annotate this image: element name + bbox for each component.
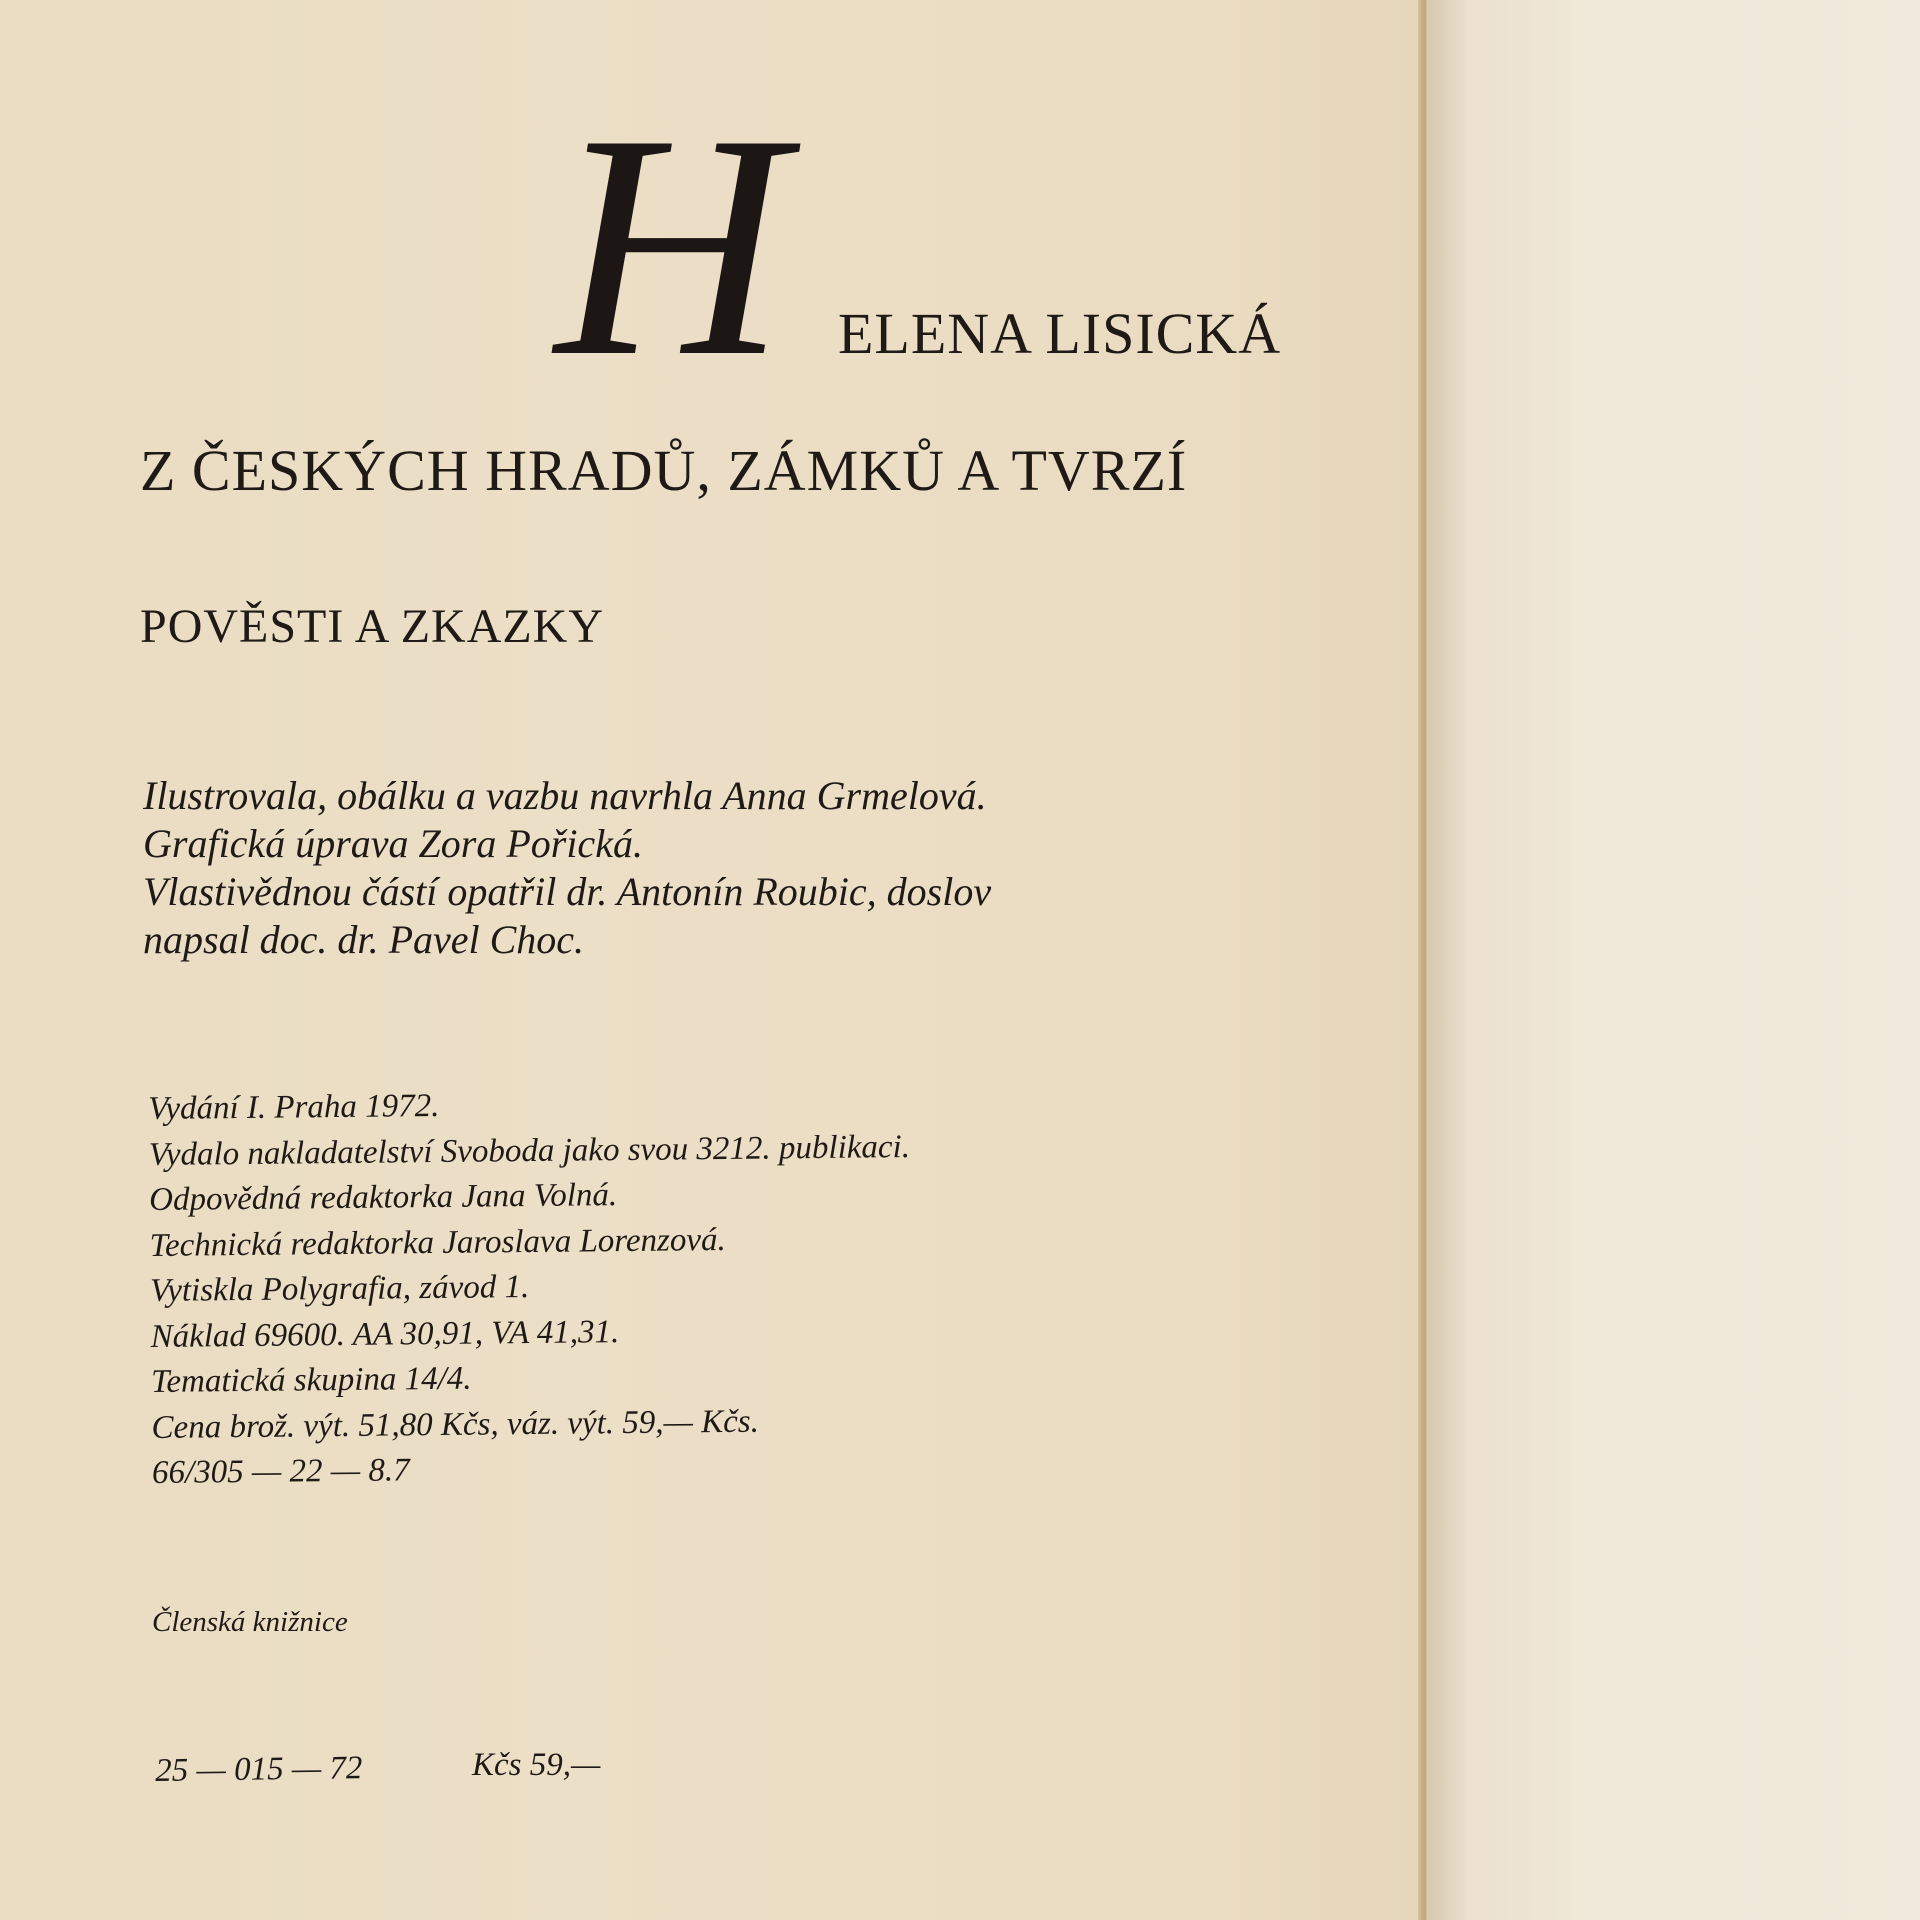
catalog-code: 25 — 015 — 72 [154, 1750, 363, 1789]
credit-line: napsal doc. dr. Pavel Choc. [143, 917, 585, 962]
book-title: Z ČESKÝCH HRADŮ, ZÁMKŮ A TVRZÍ [140, 438, 1188, 503]
credit-line: Grafická úprava Zora Pořická. [143, 821, 643, 866]
price-label: Kčs 59,— [472, 1747, 601, 1783]
imprint-line: Vydání I. Praha 1972. [148, 1087, 440, 1127]
book-subtitle: POVĚSTI A ZKAZKY [140, 600, 605, 653]
imprint-line: Technická redaktorka Jaroslava Lorenzová. [149, 1221, 727, 1264]
imprint-line: Vytiskla Polygrafia, závod 1. [149, 1269, 530, 1309]
imprint-line: Vydalo nakladatelství Svoboda jako svou 3212. publikaci. [148, 1128, 911, 1173]
author-name: ELENA LISICKÁ [838, 301, 1282, 366]
imprint-line: 66/305 — 22 — 8.7 [151, 1452, 410, 1491]
imprint-line: Náklad 69600. AA 30,91, VA 41,31. [150, 1313, 620, 1355]
imprint-line: Cena brož. výt. 51,80 Kčs, váz. výt. 59,— Kčs. [151, 1403, 760, 1446]
imprint-line: Odpovědná redaktorka Jana Volná. [148, 1177, 618, 1218]
page-edge [1418, 0, 1428, 1920]
member-library-label: Členská knižnice [152, 1606, 348, 1638]
imprint-block [148, 1079, 914, 1496]
author-initial: H [555, 69, 787, 423]
imprint-line: Tematická skupina 14/4. [150, 1360, 472, 1400]
credit-line: Ilustrovala, obálku a vazbu navrhla Anna Grmelová. [143, 773, 987, 818]
credits-block [143, 772, 991, 964]
credit-line: Vlastivědnou částí opatřil dr. Antonín Roubic, doslov [143, 869, 992, 914]
page-shadow [1428, 0, 1468, 1920]
facing-page [1428, 0, 1920, 1920]
